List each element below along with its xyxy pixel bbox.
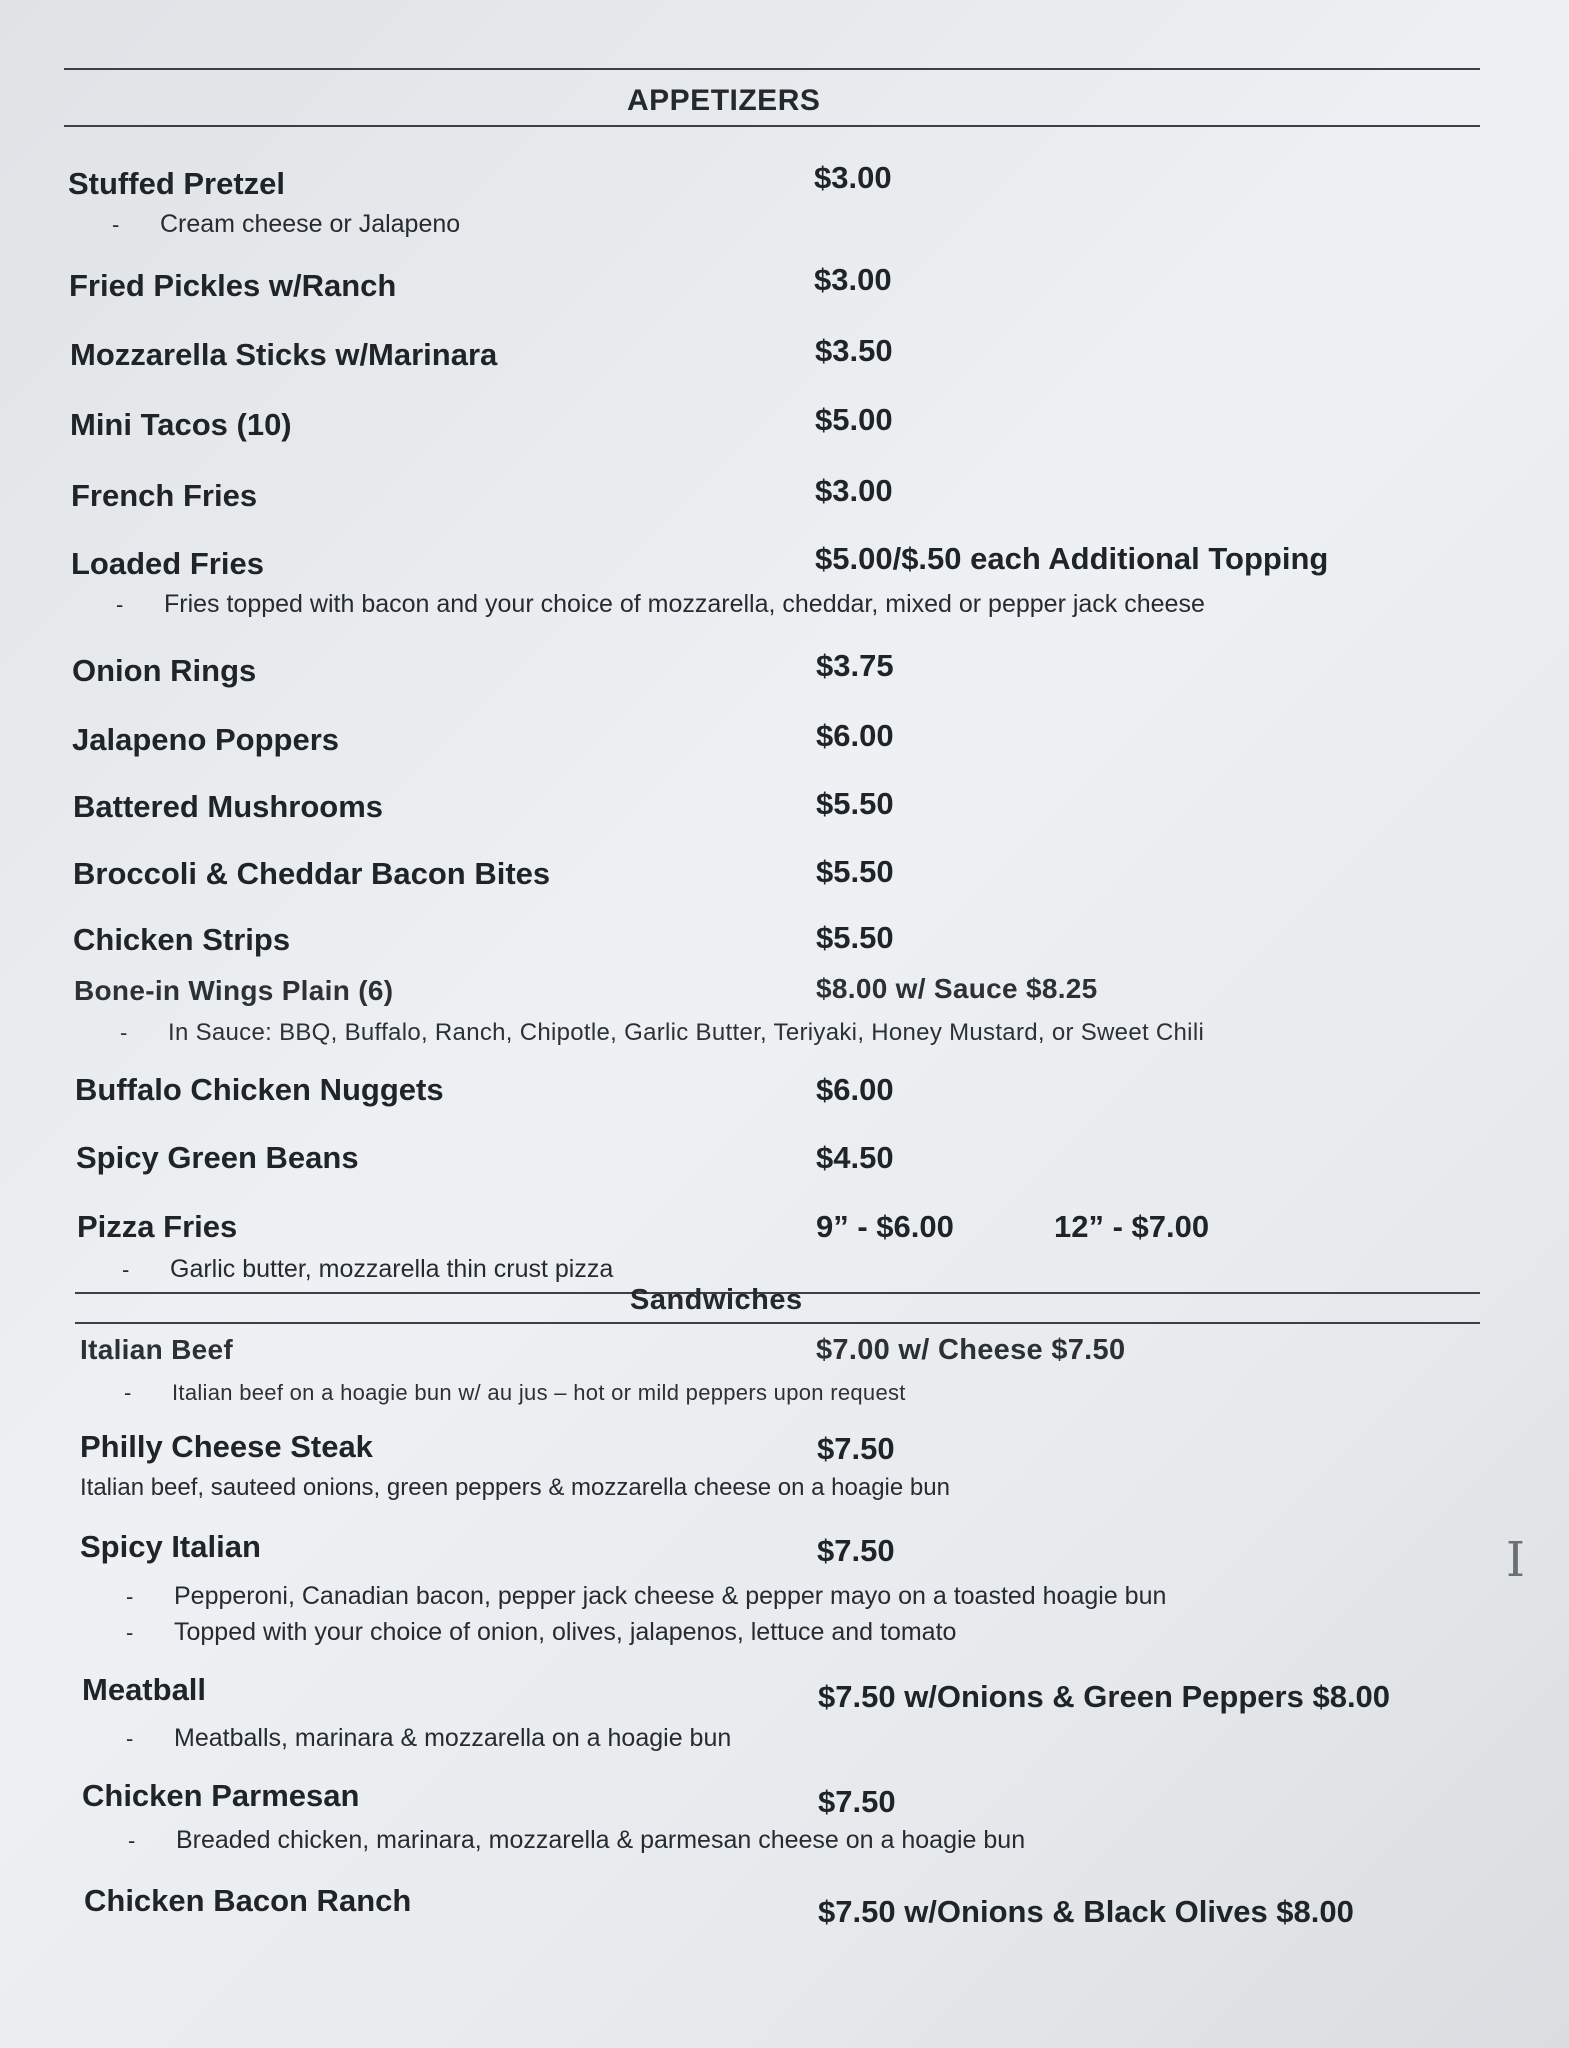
- item-description: - Italian beef on a hoagie bun w/ au jus – hot or mild peppers upon request: [124, 1380, 906, 1405]
- item-description: - Cream cheese or Jalapeno: [112, 210, 461, 238]
- header-rule: [64, 125, 1480, 127]
- item-name: Spicy Italian: [80, 1529, 261, 1564]
- item-note: Italian beef, sauteed onions, green peppers & mozzarella cheese on a hoagie bun: [80, 1474, 950, 1501]
- item-description: - Pepperoni, Canadian bacon, pepper jack cheese & pepper mayo on a toasted hoagie bun: [126, 1582, 1167, 1610]
- item-name: Bone-in Wings Plain (6): [74, 975, 394, 1006]
- item-name: Mozzarella Sticks w/Marinara: [70, 337, 498, 372]
- item-description: - Breaded chicken, marinara, mozzarella & parmesan cheese on a hoagie bun: [128, 1826, 1026, 1854]
- item-name: Mini Tacos (10): [70, 407, 292, 442]
- item-price: 9” - $6.00: [816, 1209, 954, 1244]
- item-price: $7.50: [817, 1431, 895, 1466]
- item-price: $5.50: [816, 786, 894, 821]
- item-name: Chicken Bacon Ranch: [84, 1883, 412, 1918]
- item-name: Battered Mushrooms: [73, 789, 384, 824]
- item-price: $7.50: [817, 1533, 895, 1568]
- item-name: French Fries: [71, 478, 258, 513]
- item-description: - Meatballs, marinara & mozzarella on a hoagie bun: [126, 1724, 732, 1752]
- item-description: - Fries topped with bacon and your choice of mozzarella, cheddar, mixed or pepper jack cheese: [116, 590, 1205, 618]
- item-price: $3.00: [814, 160, 892, 195]
- item-price: $7.50 w/Onions & Black Olives $8.00: [818, 1894, 1354, 1929]
- item-price: $8.00 w/ Sauce $8.25: [816, 973, 1098, 1004]
- item-price: $5.50: [816, 920, 894, 955]
- item-price: $3.00: [814, 262, 892, 297]
- item-price: $3.75: [816, 648, 894, 683]
- item-price: $7.50 w/Onions & Green Peppers $8.00: [818, 1679, 1391, 1714]
- item-name: Meatball: [82, 1672, 207, 1707]
- item-name: Pizza Fries: [77, 1209, 238, 1244]
- item-price: $6.00: [816, 1072, 894, 1107]
- item-name: Buffalo Chicken Nuggets: [75, 1072, 444, 1107]
- item-description: - In Sauce: BBQ, Buffalo, Ranch, Chipotle, Garlic Butter, Teriyaki, Honey Mustard, or Sweet Chili: [120, 1019, 1205, 1046]
- item-description: - Garlic butter, mozzarella thin crust pizza: [122, 1255, 614, 1283]
- item-price: $7.00 w/ Cheese $7.50: [816, 1334, 1126, 1366]
- item-name: Onion Rings: [72, 653, 257, 688]
- item-price: $7.50: [818, 1784, 896, 1819]
- item-price: $5.00: [815, 402, 893, 437]
- section-title-sandwiches: Sandwiches: [630, 1284, 803, 1316]
- item-name: Philly Cheese Steak: [80, 1429, 373, 1464]
- item-name: Italian Beef: [80, 1334, 233, 1365]
- item-name: Spicy Green Beans: [76, 1140, 359, 1175]
- item-price: $5.50: [816, 854, 894, 889]
- section-rule: [75, 1322, 1480, 1324]
- item-price: $3.00: [815, 473, 893, 508]
- text-cursor-icon: I: [1506, 1532, 1525, 1588]
- section-title-appetizers: APPETIZERS: [627, 84, 821, 117]
- item-name: Loaded Fries: [71, 546, 264, 581]
- item-price: $3.50: [815, 333, 893, 368]
- item-price-large: 12” - $7.00: [1054, 1209, 1210, 1244]
- item-description: - Topped with your choice of onion, olives, jalapenos, lettuce and tomato: [126, 1618, 957, 1646]
- item-price: $5.00/$.50 each Additional Topping: [815, 541, 1329, 576]
- item-name: Chicken Strips: [73, 922, 291, 957]
- item-name: Fried Pickles w/Ranch: [69, 268, 397, 303]
- top-rule: [64, 68, 1480, 70]
- item-price: $4.50: [816, 1140, 894, 1175]
- item-name: Jalapeno Poppers: [72, 722, 340, 757]
- item-name: Chicken Parmesan: [82, 1778, 360, 1813]
- item-price: $6.00: [816, 718, 894, 753]
- item-name: Stuffed Pretzel: [68, 166, 286, 201]
- item-name: Broccoli & Cheddar Bacon Bites: [73, 856, 551, 891]
